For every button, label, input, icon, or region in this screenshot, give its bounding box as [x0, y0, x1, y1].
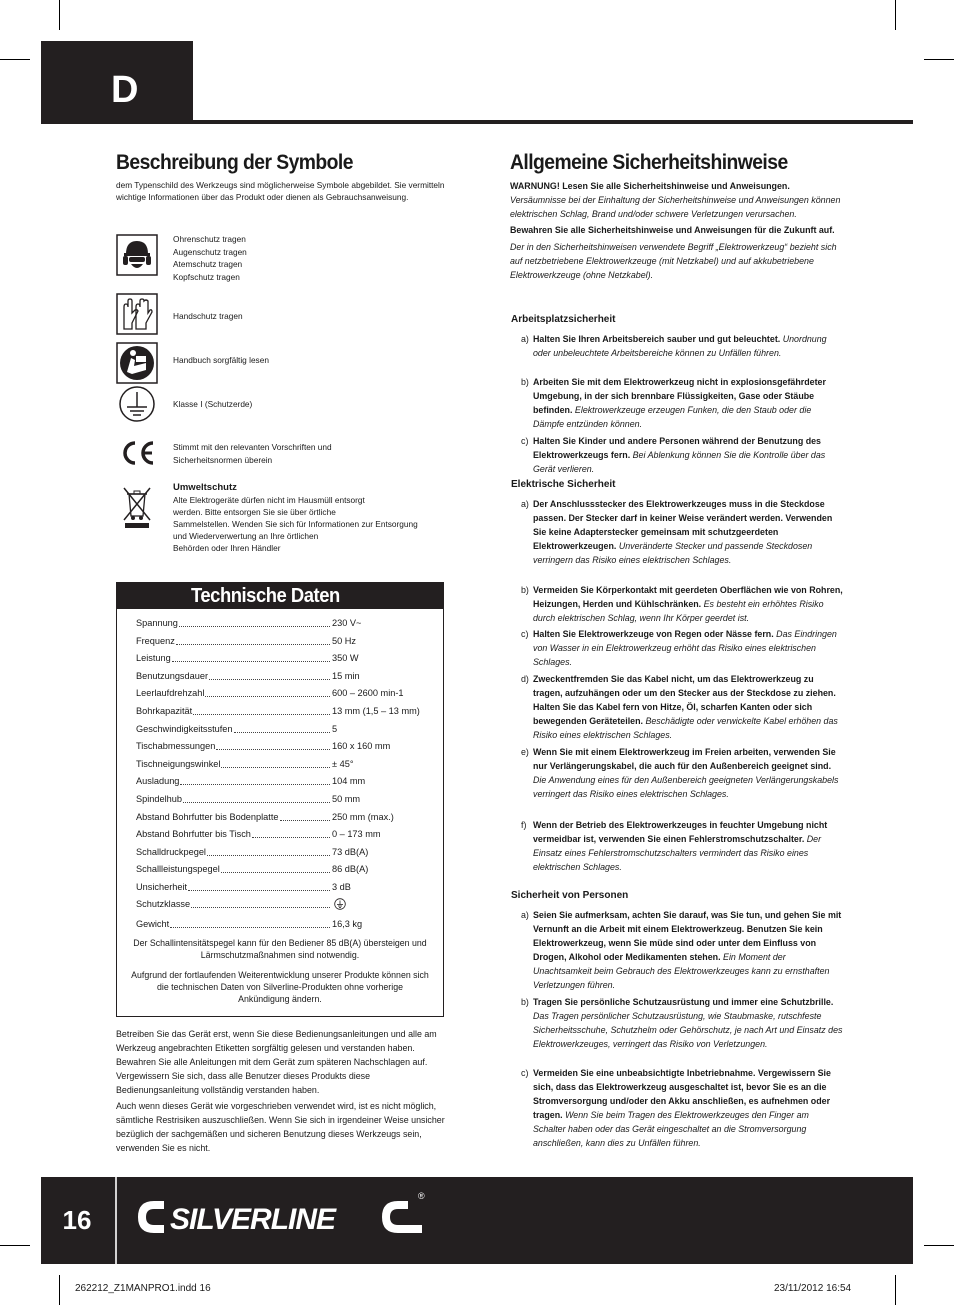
item-instruction: Der Anschlussstecker des Elektrowerkzeuges muss in die Steckdose passen. Der Stecker darf in keiner Weise verändert werden. Verwenden Sie keine Adapterstecker gemeinsam mit schutzgeerdeten Elektrowerkzeugen.: [533, 499, 833, 551]
symbol-desc: Klasse I (Schutzerde): [173, 399, 253, 409]
crop-mark: [59, 1275, 60, 1305]
spec-leader: [207, 847, 330, 856]
spec-row: [136, 879, 426, 895]
spec-label: Frequenz: [136, 636, 175, 646]
safety-subheading: Elektrische Sicherheit: [511, 479, 616, 490]
item-explanation: Die Anwendung eines für den Außenbereich geeigneten Verlängerungskabels verringert das Risiko eines elektrischen Schlages.: [533, 775, 839, 799]
spec-row: [136, 738, 426, 754]
language-tab: [41, 41, 193, 123]
spec-row: [136, 773, 426, 789]
spec-row: [136, 668, 426, 684]
warning-text: Versäumnisse bei der Einhaltung der Sicherheitshinweise und Anweisungen können elektrischen Schlag, Brand und/oder schwere Verletzungen verursachen.: [510, 195, 841, 219]
tech-data-box: [116, 582, 444, 1017]
usage-paragraph: Betreiben Sie das Gerät erst, wenn Sie diese Bedienungsanleitungen und alle am Werkzeug angebrachten Etiketten sorgfältig gelesen und verstanden haben. Bewahren Sie alle Anleitungen mit dem Gerät zum späteren Nachschlagen auf. Vergewissern Sie sich, dass alle Benutzer dieses Produkts diese Bedienungsanleitung vollständig verstanden haben.: [116, 1029, 437, 1095]
spec-value: 350 W: [332, 653, 359, 663]
item-instruction: Halten Sie Kinder und andere Personen während der Benutzung des Elektrowerkzeugs fern.: [533, 436, 821, 460]
symbol-desc: Ohrenschutz tragen Augenschutz tragen Atemschutz tragen Kopfschutz tragen: [173, 234, 247, 282]
item-explanation: Beschädigte oder verwickelte Kabel erhöhen das Risiko eines elektrischen Schlages.: [533, 716, 838, 740]
spec-label: Unsicherheit: [136, 882, 188, 892]
spec-label: Leerlaufdrehzahl: [136, 688, 205, 698]
spec-value: 86 dB(A): [332, 864, 369, 874]
spec-label: Bohrkapazität: [136, 706, 193, 716]
safety-subheading: Arbeitsplatzsicherheit: [511, 314, 616, 325]
crop-mark: [59, 0, 60, 30]
spec-value: 50 mm: [332, 794, 361, 804]
spec-row: [136, 633, 426, 649]
spec-label: Leistung: [136, 653, 171, 663]
spec-label: Abstand Bohrfutter bis Tisch: [136, 829, 251, 839]
spec-leader: [179, 618, 330, 627]
spec-label: Gewicht: [136, 919, 170, 929]
spec-value: 73 dB(A): [332, 847, 369, 857]
spec-value: 3 dB: [332, 882, 351, 892]
item-instruction: Wenn Sie mit einem Elektrowerkzeug im Freien arbeiten, verwenden Sie nur Verlängerungskabel, die auch für den Außenbereich geeignet sind.: [533, 747, 836, 771]
spec-label: Spindelhub: [136, 794, 182, 804]
language-code: D: [111, 69, 139, 111]
symbol-desc: Handschutz tragen: [173, 311, 243, 321]
spec-value: ± 45°: [332, 759, 354, 769]
weee-bin-icon: [116, 482, 158, 530]
spec-label: Schalldruckpegel: [136, 847, 206, 857]
item-instruction: Vermeiden Sie Körperkontakt mit geerdeten Oberflächen wie von Rohren, Heizungen, Herden und Kühlschränken.: [533, 585, 843, 609]
symbols-intro: dem Typenschild des Werkzeugs sind möglicherweise Symbole abgebildet. Sie vermitteln wichtige Informationen über das Produkt oder dienen als Gebrauchsanweisung.: [116, 180, 445, 202]
item-explanation: Es besteht ein erhöhtes Risiko durch elektrischen Schlag, wenn Ihr Körper geerdet ist.: [533, 599, 824, 623]
spec-label: Benutzungsdauer: [136, 671, 209, 681]
footer-divider: [115, 1177, 117, 1264]
spec-value: 5: [332, 724, 338, 734]
symbol-desc: Stimmt mit den relevanten Vorschriften und Sicherheitsnormen überein: [173, 442, 332, 465]
spec-leader: [280, 812, 330, 821]
silverline-logo: [136, 1187, 436, 1247]
item-explanation: Unveränderte Stecker und passende Steckdosen verringern das Risiko eines elektrischen Schlages.: [533, 541, 813, 565]
ppe-head-icon: [116, 234, 158, 276]
item-explanation: Das Eindringen von Wasser in ein Elektrowerkzeug erhöht das Risiko eines elektrischen Schlages.: [533, 629, 837, 667]
spec-row: [136, 826, 426, 842]
spec-label: Abstand Bohrfutter bis Bodenplatte: [136, 812, 279, 822]
spec-row: [136, 685, 426, 701]
spec-row: [136, 791, 426, 807]
item-explanation: Elektrowerkzeuge erzeugen Funken, die den Staub oder die Dämpfe entzünden können.: [533, 405, 812, 429]
symbols-title: Beschreibung der Symbole: [116, 151, 353, 174]
crop-mark: [0, 59, 30, 60]
spec-value: 600 – 2600 min-1: [332, 688, 404, 698]
item-instruction: Vermeiden Sie eine unbeabsichtigte Inbetriebnahme. Vergewissern Sie sich, dass das Elektrowerkzeug ausgeschaltet ist, bevor Sie es an die Stromversorgung und/oder den Akku anschließen, es aufnehmen oder tragen.: [533, 1068, 831, 1120]
item-instruction: Halten Sie Elektrowerkzeuge von Regen oder Nässe fern.: [533, 629, 774, 639]
spec-label: Ausladung: [136, 776, 180, 786]
item-letter: e): [521, 747, 529, 757]
warning-block: [510, 179, 842, 282]
noise-note: Der Schallintensitätspegel kann für den Bediener 85 dB(A) übersteigen und Lärmschutzmaßnahmen sind notwendig.: [133, 938, 427, 960]
spec-leader: [252, 829, 330, 838]
item-letter: f): [521, 820, 527, 830]
safety-subheading: Sicherheit von Personen: [511, 890, 629, 901]
item-explanation: Das Tragen persönlicher Schutzausrüstung, wie Staubmaske, rutschfeste Sicherheitsschuhe, Schutzhelm oder Gehörschutz, je nach Art und Einsatz des Elektrowerkzeuges, verringert das Risiko von Verletzungen.: [533, 1011, 843, 1049]
earth-ground-icon: [334, 898, 346, 910]
crop-mark: [895, 1275, 896, 1305]
safety-title: Allgemeine Sicherheitshinweise: [510, 151, 788, 174]
item-letter: b): [521, 377, 529, 387]
item-instruction: Tragen Sie persönliche Schutzausrüstung und immer eine Schutzbrille.: [533, 997, 834, 1007]
spec-leader: [221, 864, 330, 873]
crop-mark: [924, 59, 954, 60]
ce-mark-icon: [116, 432, 158, 474]
spec-leader: [188, 882, 330, 891]
slug-file: 262212_Z1MANPRO1.indd 16: [75, 1283, 211, 1294]
spec-leader: [193, 706, 330, 715]
spec-value: 15 min: [332, 671, 360, 681]
manual-icon: [116, 342, 158, 384]
registered-mark: ®: [418, 1191, 425, 1201]
spec-value: 230 V~: [332, 618, 362, 628]
brand-wordmark: SILVERLINE: [170, 1203, 336, 1236]
item-instruction: Halten Sie Ihren Arbeitsbereich sauber und gut beleuchtet.: [533, 334, 781, 344]
revision-note: Aufgrund der fortlaufenden Weiterentwicklung unserer Produkte können sich die technischen Daten von Silverline-Produkten ohne vorherige Ankündigung ändern.: [131, 970, 429, 1004]
spec-leader: [191, 899, 330, 908]
spec-row: [136, 916, 426, 932]
spec-label: Schallleistungspegel: [136, 864, 220, 874]
spec-leader: [205, 688, 330, 697]
spec-leader: [221, 759, 330, 768]
spec-row: [136, 756, 426, 772]
tech-data-header: [117, 583, 443, 609]
symbol-desc: Umweltschutz Alte Elektrogeräte dürfen nicht im Hausmüll entsorgt werden. Bitte entsorgen Sie sie über örtliche Sammelstellen. Wenden Sie sich für Informationen zur Entsorgung und Wiederverwertung an Ihre örtlichen Behörden oder Ihren Händler: [173, 482, 418, 553]
spec-value: 160 x 160 mm: [332, 741, 391, 751]
item-explanation: Ein Moment der Unachtsamkeit beim Gebrauch des Elektrowerkzeuges kann zu ernsthaften Verletzungen führen.: [533, 952, 830, 990]
item-explanation: Bei Ablenkung können Sie die Kontrolle über das Gerät verlieren.: [533, 450, 826, 474]
spec-leader: [172, 653, 330, 662]
item-letter: d): [521, 674, 529, 684]
item-explanation: Der Einsatz eines Fehlerstromschutzschalters vermindert das Risiko eines elektrischen Schlages.: [533, 834, 822, 872]
spec-row: [136, 650, 426, 666]
spec-value: 104 mm: [332, 776, 366, 786]
spec-row: [136, 615, 426, 631]
spec-row: [136, 809, 426, 825]
crop-mark: [0, 1245, 30, 1246]
item-letter: b): [521, 997, 529, 1007]
spec-value: 0 – 173 mm: [332, 829, 381, 839]
header-rule: [41, 120, 913, 124]
symbols-section: [116, 150, 446, 203]
tech-data-title: Technische Daten: [191, 585, 340, 607]
spec-value: 50 Hz: [332, 636, 357, 646]
crop-mark: [895, 0, 896, 30]
earth-ground-icon: [116, 383, 158, 425]
spec-value: 13 mm (1,5 – 13 mm): [332, 706, 420, 716]
spec-value: 250 mm (max.): [332, 812, 394, 822]
item-letter: a): [521, 910, 529, 920]
item-letter: c): [521, 629, 529, 639]
spec-leader: [216, 741, 330, 750]
item-instruction: Seien Sie aufmerksam, achten Sie darauf, was Sie tun, und gehen Sie mit Vernunft an die Arbeit mit einem Elektrowerkzeug. Benutzen Sie kein Elektrowerkzeug, wenn Sie müde sind oder unter dem Einfluss von Drogen, Alkohol oder Medikamenten stehen.: [533, 910, 842, 962]
spec-row: [136, 844, 426, 860]
spec-leader: [209, 671, 330, 680]
gloves-icon: [116, 293, 158, 335]
slug-date: 23/11/2012 16:54: [774, 1283, 852, 1294]
safety-section: [510, 150, 840, 176]
spec-leader: [170, 919, 330, 928]
item-letter: c): [521, 1068, 529, 1078]
term-definition: Der in den Sicherheitshinweisen verwendete Begriff „Elektrowerkzeug“ bezieht sich auf netzbetriebene Elektrowerkzeuge (mit Netzkabel) und auf akkubetriebene Elektrowerkzeuge (ohne Netzkabel).: [510, 242, 837, 280]
item-explanation: Wenn Sie beim Tragen des Elektrowerkzeuges den Finger am Schalter haben oder das Gerät eingeschaltet an die Stromversorgung anschließen, kann dies zu Unfällen führen.: [533, 1110, 809, 1148]
warning-heading: WARNUNG! Lesen Sie alle Sicherheitshinweise und Anweisungen.: [510, 181, 790, 191]
spec-label: Spannung: [136, 618, 178, 628]
crop-mark: [924, 1245, 954, 1246]
item-instruction: Zweckentfremden Sie das Kabel nicht, um das Elektrowerkzeug zu tragen, aufzuhängen oder um den Stecker aus der Steckdose zu ziehen. Halten Sie das Kabel fern von Hitze, Öl, scharfen Kanten oder sich bewegenden Geräteteilen.: [533, 674, 836, 726]
spec-leader: [183, 794, 330, 803]
spec-row: [136, 703, 426, 719]
item-letter: c): [521, 436, 529, 446]
item-instruction: Wenn der Betrieb des Elektrowerkzeuges in feuchter Umgebung nicht vermeidbar ist, verwenden Sie einen Fehlerstromschutzschalter.: [533, 820, 828, 844]
item-letter: a): [521, 334, 529, 344]
spec-row: [136, 861, 426, 877]
spec-label: Tischabmessungen: [136, 741, 216, 751]
symbol-desc: Handbuch sorgfältig lesen: [173, 355, 269, 365]
page-number: 16: [62, 1205, 92, 1235]
spec-leader: [234, 724, 330, 733]
spec-label: Schutzklasse: [136, 899, 191, 909]
spec-label: Tischneigungswinkel: [136, 759, 221, 769]
spec-row: [136, 896, 426, 912]
spec-label: Geschwindigkeitsstufen: [136, 724, 233, 734]
spec-leader: [180, 776, 330, 785]
spec-value: 16,3 kg: [332, 919, 363, 929]
item-explanation: Unordnung oder unbeleuchtete Arbeitsbereiche können zu Unfällen führen.: [533, 334, 827, 358]
item-letter: b): [521, 585, 529, 595]
item-instruction: Arbeiten Sie mit dem Elektrowerkzeug nicht in explosionsgefährdeter Umgebung, in der sich brennbare Flüssigkeiten, Gase oder Stäube befinden.: [533, 377, 826, 415]
spec-row: [136, 721, 426, 737]
risk-paragraph: Auch wenn dieses Gerät wie vorgeschrieben verwendet wird, ist es nicht möglich, sämtliche Restrisiken auszuschließen. Wenn Sie sich in irgendeiner Weise unsicher bezüglich der sachgemäßen und sicheren Benutzung dieses Werkzeugs sein, verwenden Sie es nicht.: [116, 1101, 445, 1153]
item-letter: a): [521, 499, 529, 509]
keep-instructions: Bewahren Sie alle Sicherheitshinweise und Anweisungen für die Zukunft auf.: [510, 225, 835, 235]
spec-leader: [176, 636, 330, 645]
